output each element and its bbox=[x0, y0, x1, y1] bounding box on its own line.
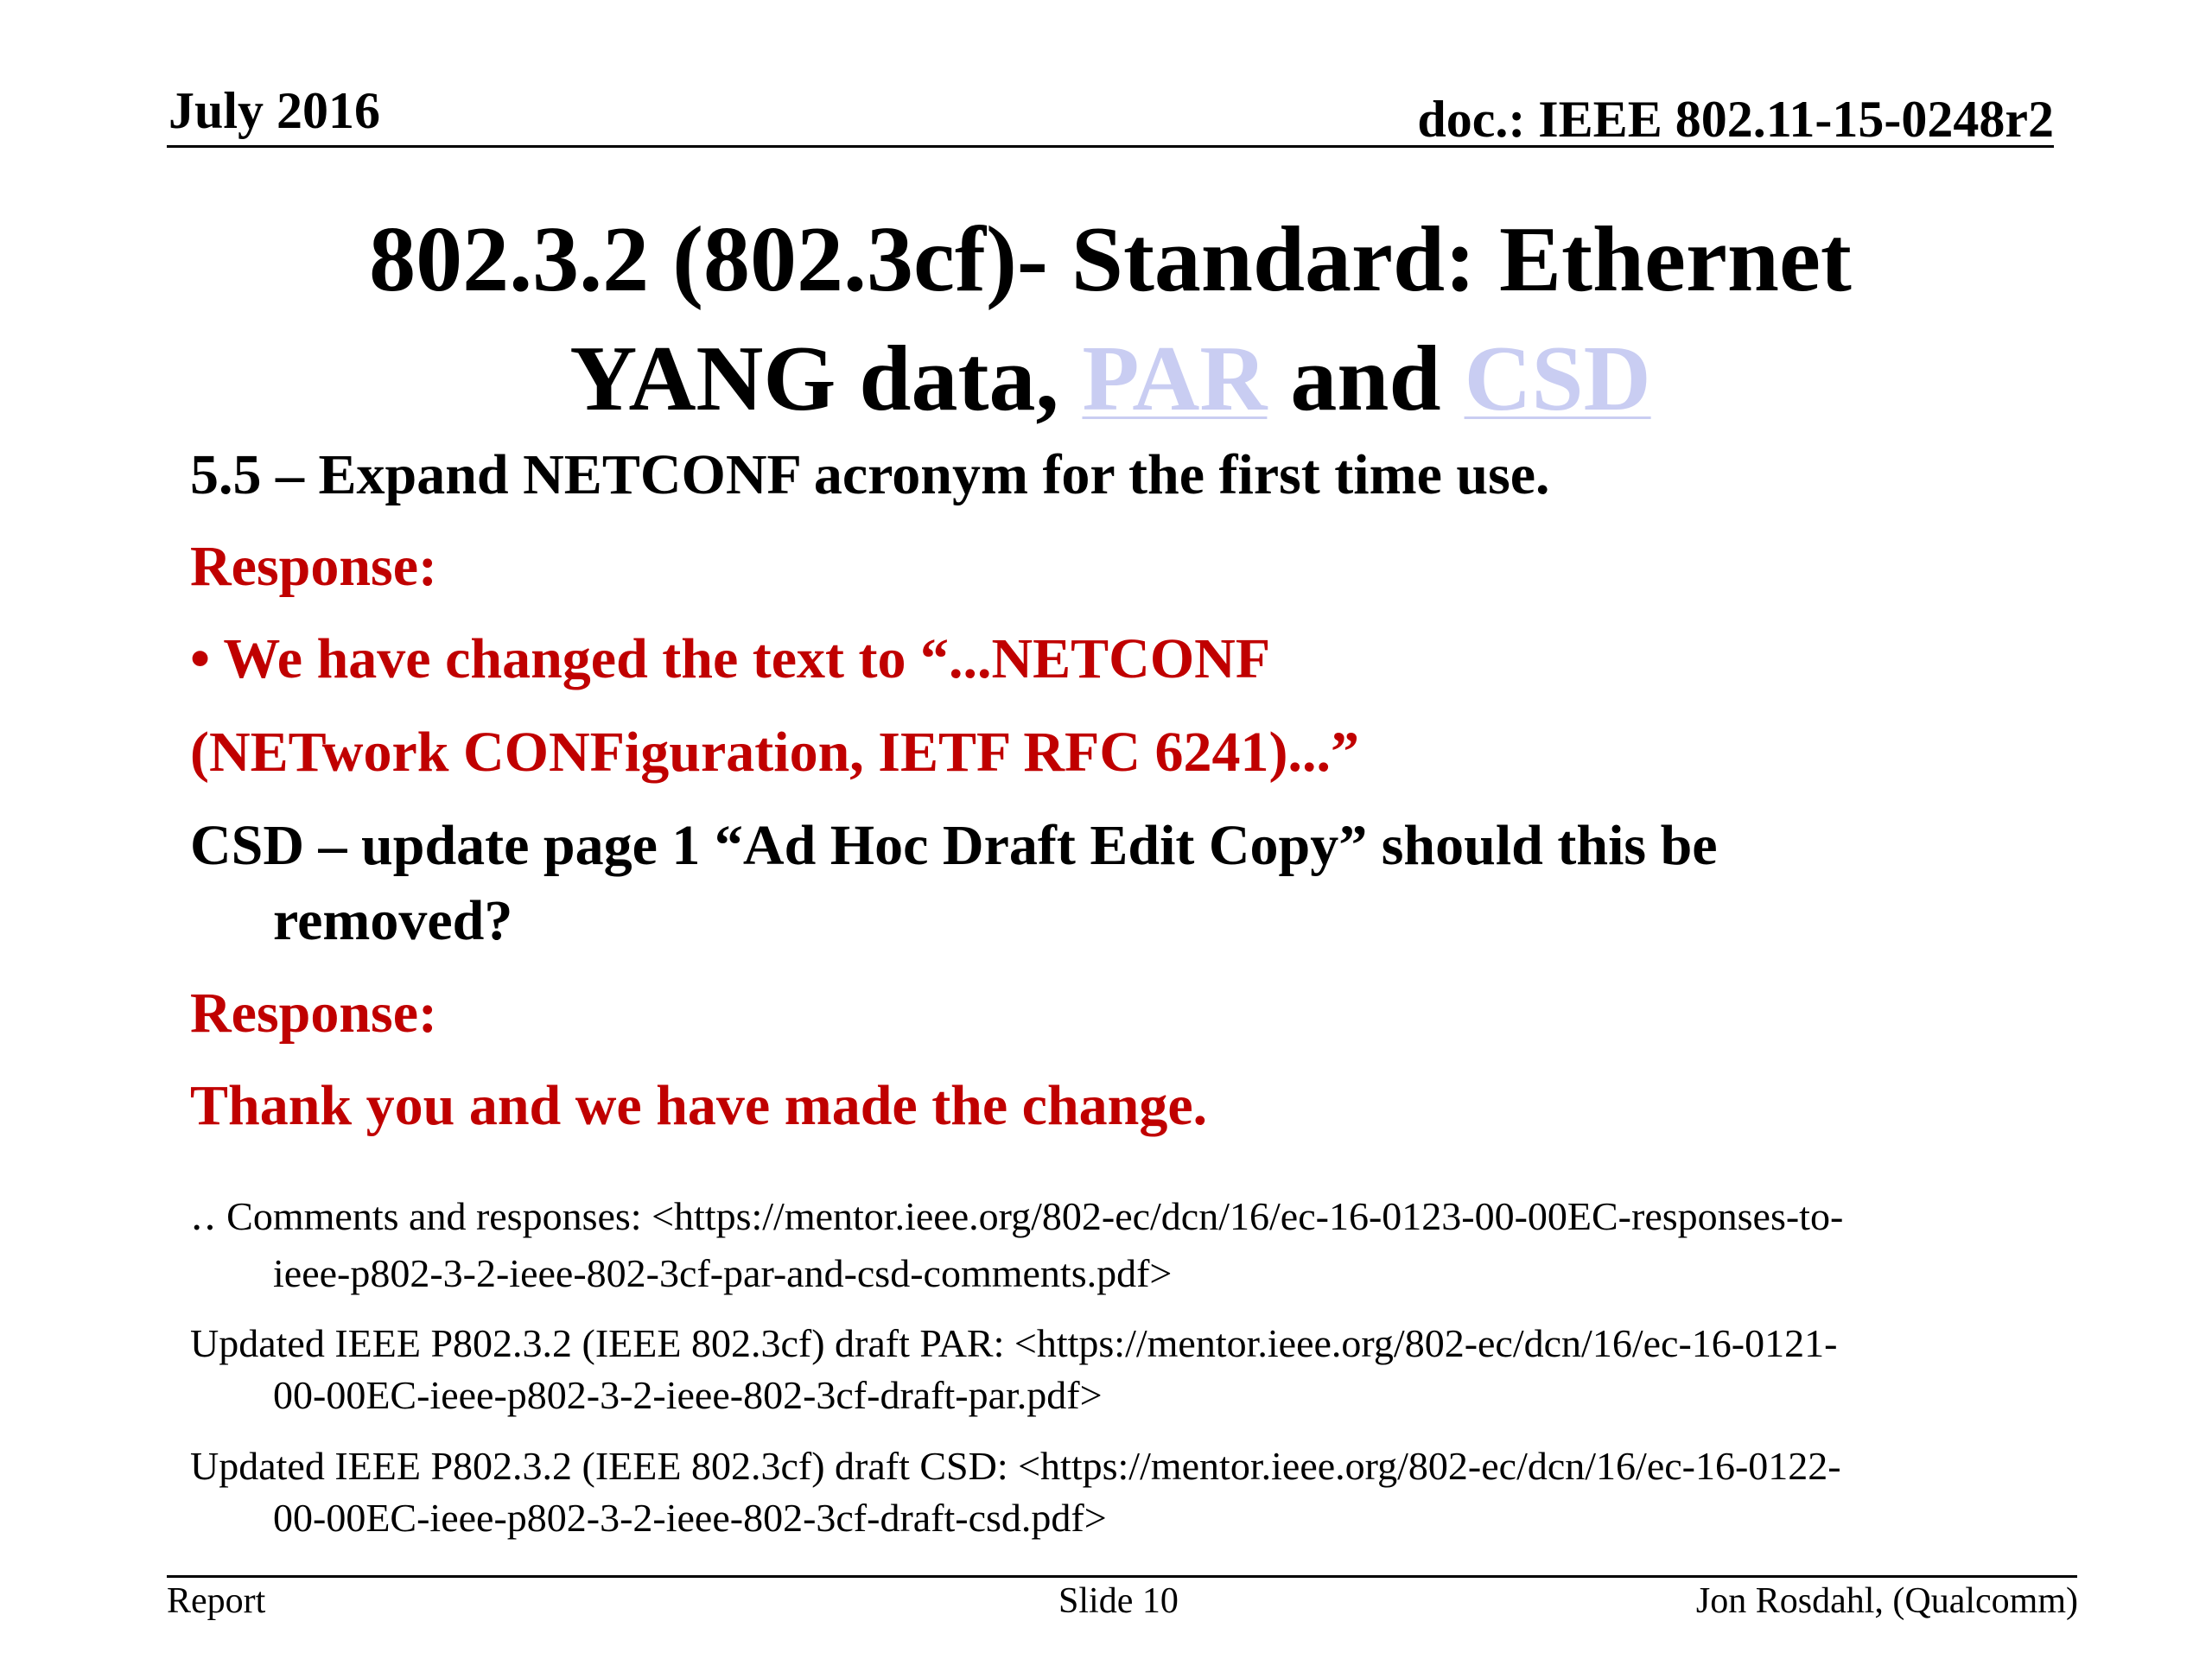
footer-divider bbox=[167, 1575, 2077, 1578]
reference-3-line-2: 00-00EC-ieee-p802-3-2-ieee-802-3cf-draft-csd.pdf> bbox=[273, 1496, 1107, 1540]
title-line-2-prefix: YANG data, bbox=[569, 327, 1083, 430]
slide-title bbox=[199, 200, 2022, 439]
footer-slide-number: Slide 10 bbox=[1058, 1581, 1179, 1621]
response-text-2: Thank you and we have made the change. bbox=[190, 1074, 1208, 1137]
title-line-2-mid: and bbox=[1267, 327, 1465, 430]
response-text-1-line-1: • We have changed the text to “...NETCONF bbox=[190, 627, 1271, 690]
reference-1-line-2: ieee-p802-3-2-ieee-802-3cf-par-and-csd-comments.pdf> bbox=[273, 1251, 1173, 1295]
title-line-2 bbox=[199, 320, 2022, 439]
header-doc-id: doc.: IEEE 802.11-15-0248r2 bbox=[1417, 91, 2054, 148]
csd-comment-line-1: CSD – update page 1 “Ad Hoc Draft Edit Copy” should this be bbox=[190, 814, 1718, 877]
title-line-1: 802.3.2 (802.3cf)- Standard: Ethernet bbox=[369, 208, 1852, 311]
reference-3-line-1: Updated IEEE P802.3.2 (IEEE 802.3cf) draft CSD: <https://mentor.ieee.org/802-ec/dcn/16/ec-16-0122- bbox=[190, 1444, 1841, 1488]
par-link[interactable]: PAR bbox=[1082, 327, 1268, 430]
csd-comment-line-2: removed? bbox=[273, 889, 513, 952]
reference-2-line-1: Updated IEEE P802.3.2 (IEEE 802.3cf) draft PAR: <https://mentor.ieee.org/802-ec/dcn/16/ec-16-0121- bbox=[190, 1321, 1838, 1365]
footer-report: Report bbox=[167, 1581, 266, 1621]
response-text-1-line-2: (NETwork CONFiguration, IETF RFC 6241)...” bbox=[190, 721, 1359, 784]
reference-1-line-1: ‥ Comments and responses: <https://mentor.ieee.org/802-ec/dcn/16/ec-16-0123-00-00EC-responses-to- bbox=[190, 1194, 1844, 1238]
response-label-2: Response: bbox=[190, 982, 438, 1045]
response-label-1: Response: bbox=[190, 535, 438, 598]
reference-2-line-2: 00-00EC-ieee-p802-3-2-ieee-802-3cf-draft-par.pdf> bbox=[273, 1373, 1103, 1417]
comment-item-5-5: 5.5 – Expand NETCONF acronym for the first time use. bbox=[190, 443, 1550, 506]
csd-link[interactable]: CSD bbox=[1464, 327, 1651, 430]
header-date: July 2016 bbox=[168, 82, 381, 139]
footer-author: Jon Rosdahl, (Qualcomm) bbox=[1695, 1581, 2078, 1621]
header-divider bbox=[167, 145, 2054, 148]
